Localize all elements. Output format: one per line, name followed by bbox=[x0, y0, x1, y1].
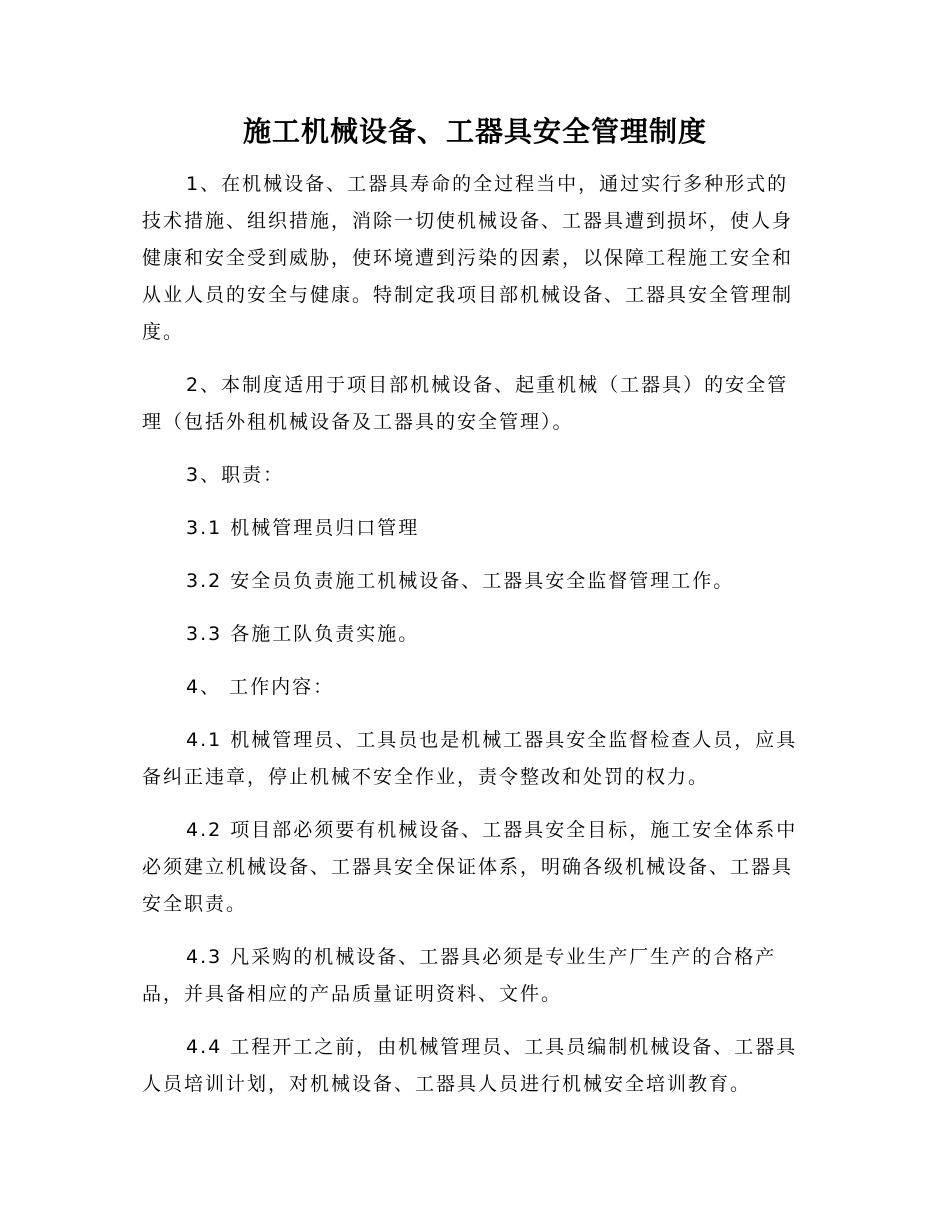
paragraph: 1、在机械设备、工器具寿命的全过程当中，通过实行多种形式的技术措施、组织措施，消除一切使机械设备、工器具遭到损坏，使人身健康和安全受到威胁，使环境遭到污染的因素，以保障工程施工安全和从业人员的安全与健康。特制定我项目部机械设备、工器具安全管理制度。 bbox=[142, 173, 794, 343]
paragraph: 3.2 安全员负责施工机械设备、工器具安全监督管理工作。 bbox=[186, 570, 735, 592]
paragraph: 4、 工作内容： bbox=[186, 676, 335, 698]
document-title: 施工机械设备、工器具安全管理制度 bbox=[242, 115, 707, 148]
paragraph: 3.1 机械管理员归口管理 bbox=[186, 517, 420, 539]
paragraph: 4.1 机械管理员、工具员也是机械工器具安全监督检查人员，应具备纠正违章，停止机械不安全作业，责令整改和处罚的权力。 bbox=[142, 729, 798, 788]
document-body bbox=[142, 166, 808, 1119]
paragraph: 4.4 工程开工之前，由机械管理员、工具员编制机械设备、工器具人员培训计划，对机械设备、工器具人员进行机械安全培训教育。 bbox=[142, 1036, 798, 1095]
paragraph: 3、职责： bbox=[186, 464, 285, 486]
paragraph: 4.2 项目部必须要有机械设备、工器具安全目标，施工安全体系中必须建立机械设备、工器具安全保证体系，明确各级机械设备、工器具安全职责。 bbox=[142, 819, 798, 915]
paragraph: 4.3 凡采购的机械设备、工器具必须是专业生产厂生产的合格产品，并具备相应的产品质量证明资料、文件。 bbox=[142, 946, 777, 1005]
paragraph: 2、本制度适用于项目部机械设备、起重机械（工器具）的安全管理（包括外租机械设备及工器具的安全管理）。 bbox=[142, 374, 789, 433]
paragraph: 3.3 各施工队负责实施。 bbox=[186, 623, 420, 645]
